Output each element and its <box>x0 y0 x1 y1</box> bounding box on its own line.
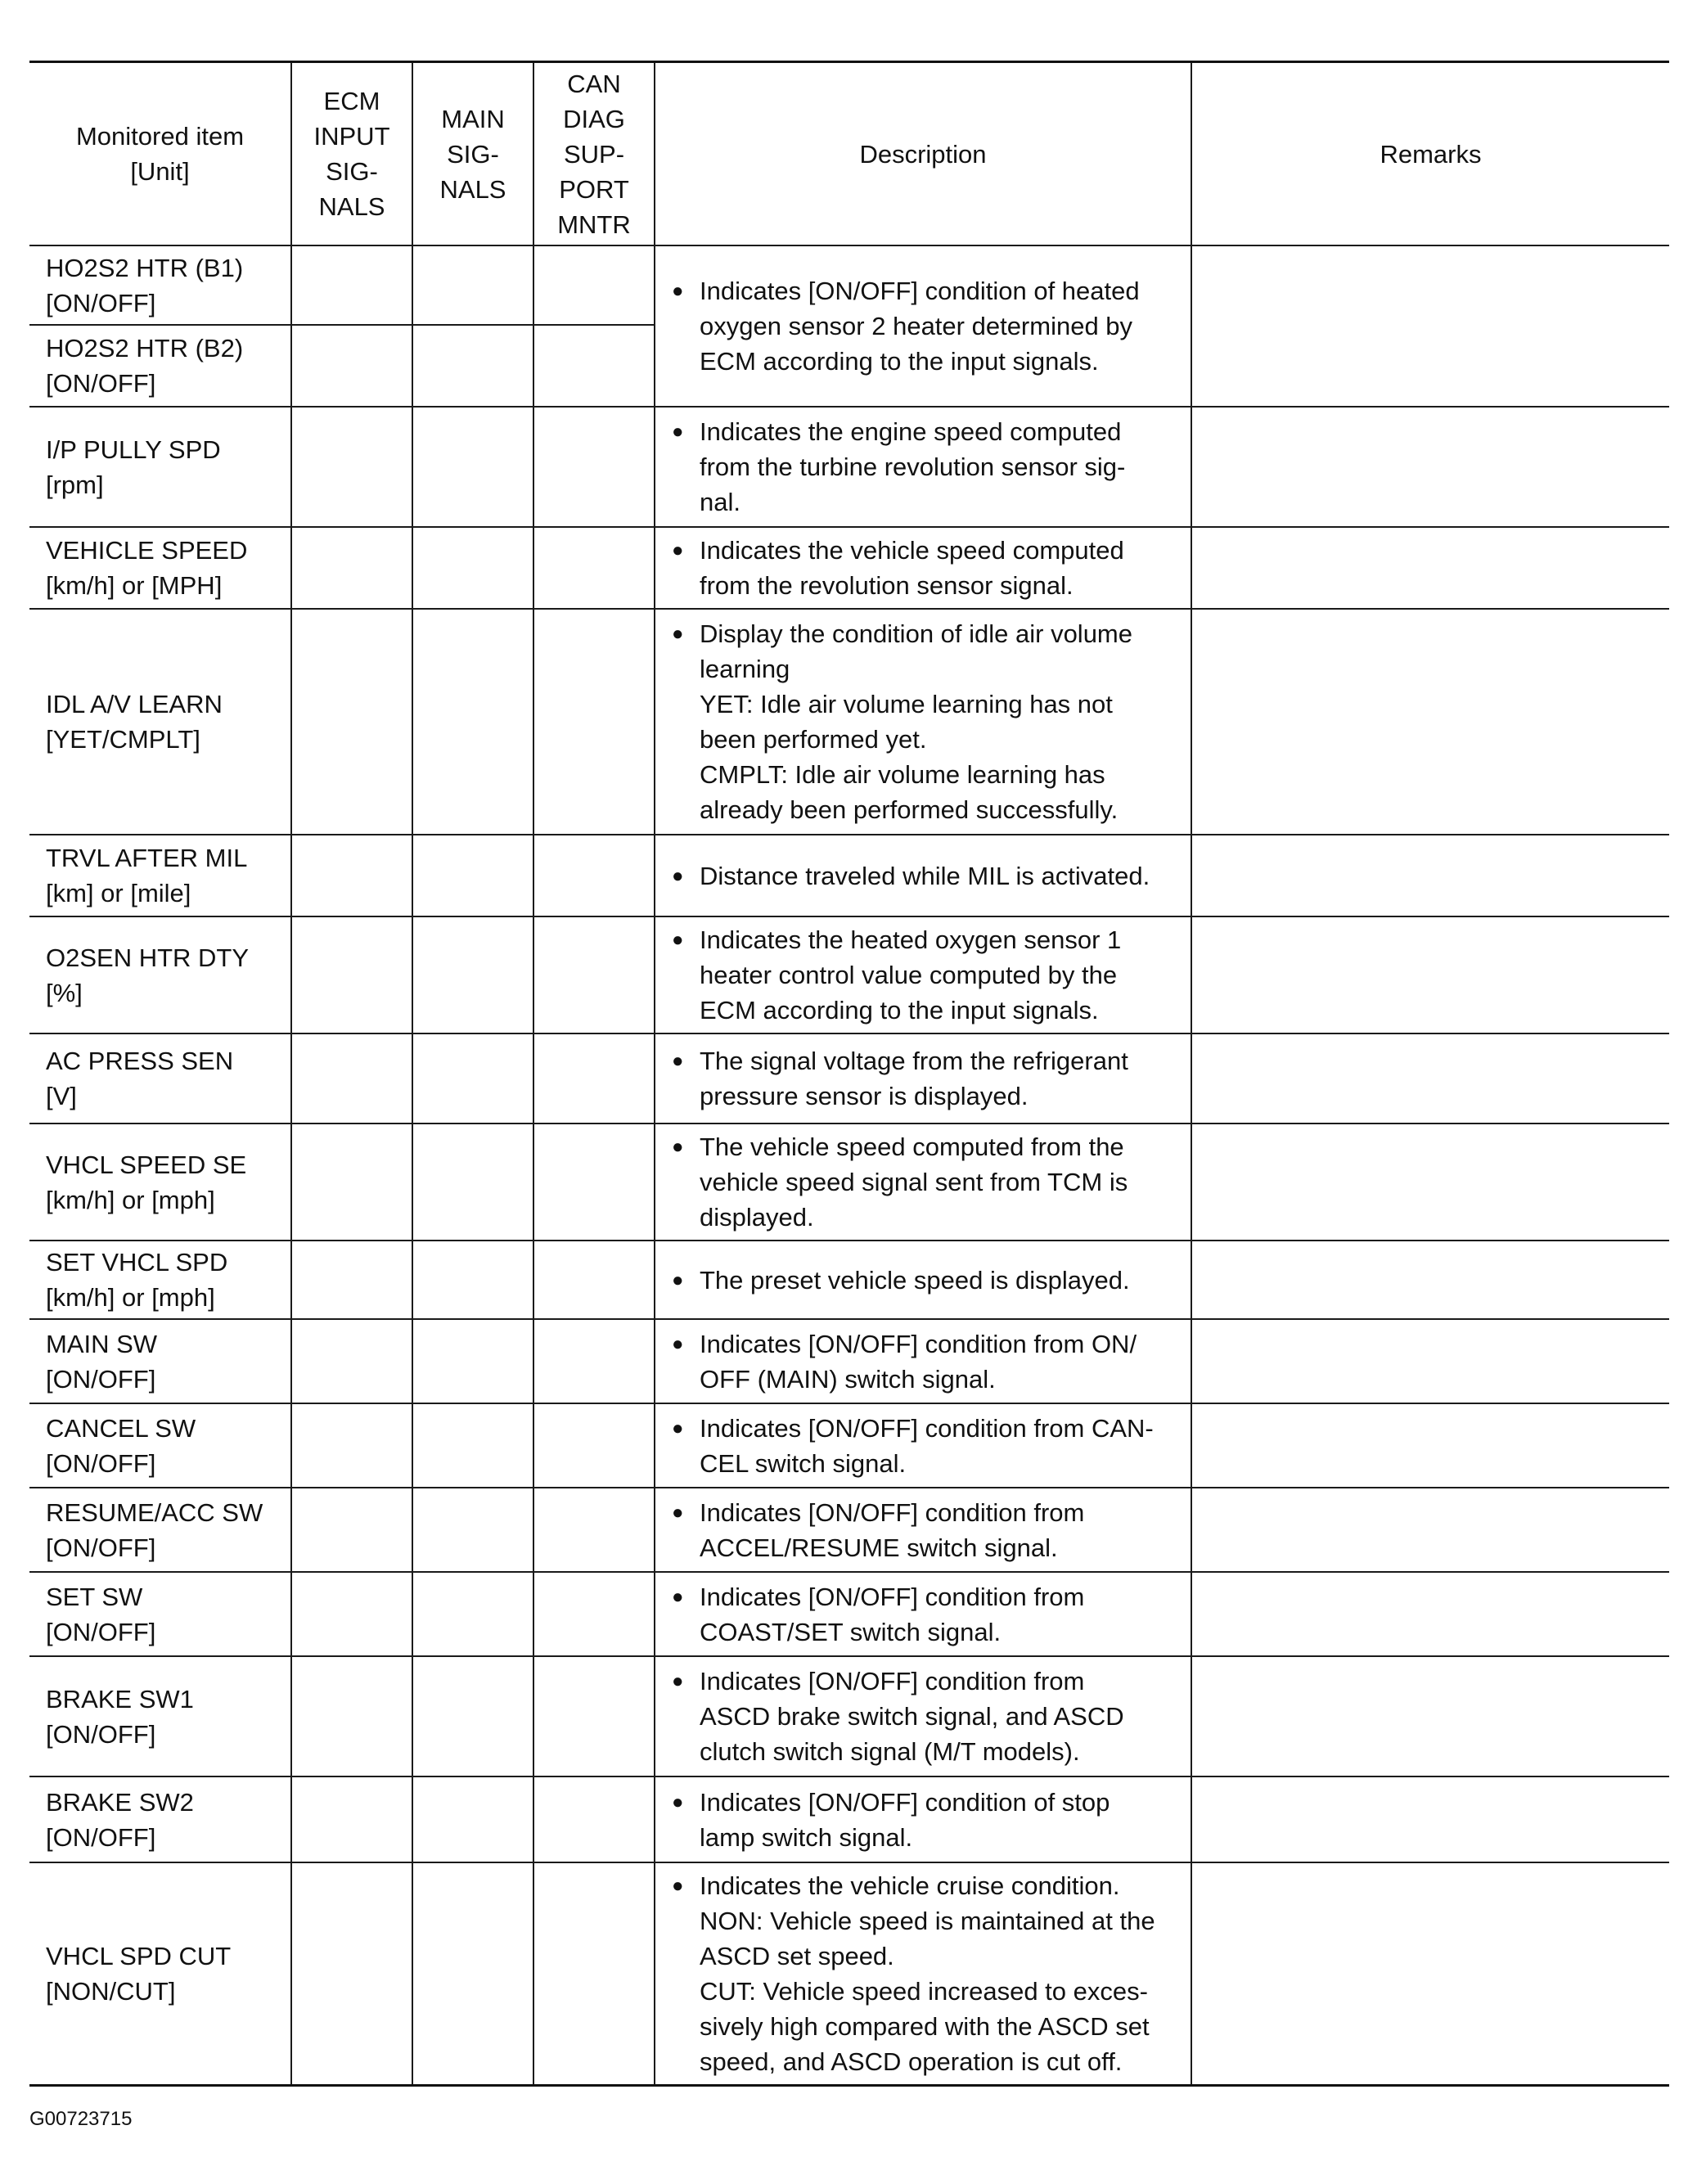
description-text <box>700 858 1182 894</box>
main-signals-cell <box>412 407 533 527</box>
figure-code: G00723715 <box>29 2108 133 2130</box>
description-bullet-item <box>672 1411 1182 1481</box>
monitored-item-text: [km/h] or [mph] <box>46 1185 215 1214</box>
can-diag-cell <box>533 1656 655 1776</box>
bullet-dot-icon: ● <box>672 1501 684 1524</box>
can-diag-cell <box>533 1241 655 1319</box>
description-cell <box>655 835 1191 916</box>
monitored-item-text: VEHICLE SPEED <box>46 536 248 565</box>
monitored-item-text: [ON/OFF] <box>46 1617 156 1646</box>
description-line: from the turbine revolution sensor sig- <box>700 453 1126 481</box>
description-line: displayed. <box>700 1203 814 1232</box>
monitored-item-text: [ON/OFF] <box>46 1719 156 1749</box>
remarks-cell <box>1191 1862 1669 2086</box>
remarks-cell <box>1191 407 1669 527</box>
monitored-item-text: HO2S2 HTR (B2) <box>46 334 244 362</box>
main-signals-cell <box>412 527 533 609</box>
remarks-cell <box>1191 1319 1669 1403</box>
can-diag-cell <box>533 1403 655 1488</box>
description-line: already been performed successfully. <box>700 795 1119 824</box>
remarks-cell <box>1191 609 1669 835</box>
monitor-item-table <box>29 61 1669 2087</box>
ecm-input-signals-cell <box>291 1862 412 2086</box>
can-diag-cell <box>533 245 655 325</box>
monitored-item-cell <box>29 527 291 609</box>
main-signals-cell <box>412 609 533 835</box>
monitored-item-cell <box>29 1319 291 1403</box>
ecm-input-signals-cell <box>291 916 412 1033</box>
bullet-dot-icon: ● <box>672 1790 684 1813</box>
monitored-item-cell <box>29 1776 291 1862</box>
description-cell <box>655 1776 1191 1862</box>
table-row <box>29 1033 1669 1124</box>
header-remarks: Remarks <box>1191 62 1669 246</box>
description-line: from the revolution sensor signal. <box>700 571 1074 600</box>
ecm-input-signals-cell <box>291 1403 412 1488</box>
monitored-item-text: VHCL SPD CUT <box>46 1942 232 1970</box>
monitored-item-text: VHCL SPEED SE <box>46 1150 247 1179</box>
description-text <box>700 1043 1182 1114</box>
description-cell <box>655 1656 1191 1776</box>
description-line: oxygen sensor 2 heater determined by <box>700 312 1133 340</box>
bullet-dot-icon: ● <box>672 1050 684 1072</box>
description-line: been performed yet. <box>700 725 927 754</box>
description-text <box>700 533 1182 603</box>
monitored-item-cell <box>29 407 291 527</box>
description-text <box>700 273 1182 379</box>
monitored-item-text: [%] <box>46 978 83 1007</box>
description-cell <box>655 1572 1191 1656</box>
description-text <box>700 1326 1182 1397</box>
description-text <box>700 1129 1182 1235</box>
ecm-input-signals-cell <box>291 407 412 527</box>
bullet-dot-icon: ● <box>672 1332 684 1355</box>
description-line: Indicates [ON/OFF] condition from CAN- <box>700 1413 1154 1443</box>
monitored-item-text: [ON/OFF] <box>46 1448 156 1478</box>
table-row <box>29 835 1669 916</box>
description-cell <box>655 1033 1191 1124</box>
description-line: Indicates the heated oxygen sensor 1 <box>700 925 1122 954</box>
ecm-input-signals-cell <box>291 609 412 835</box>
description-line: ECM according to the input signals. <box>700 996 1099 1024</box>
can-diag-cell <box>533 1862 655 2086</box>
monitored-item-text: IDL A/V LEARN <box>46 690 223 718</box>
remarks-cell <box>1191 1241 1669 1319</box>
table-row <box>29 1241 1669 1319</box>
remarks-cell <box>1191 1403 1669 1488</box>
table-body <box>29 245 1669 2086</box>
description-bullet-item <box>672 1263 1182 1298</box>
header-row <box>29 62 1669 246</box>
description-cell <box>655 527 1191 609</box>
table-row <box>29 916 1669 1033</box>
description-text <box>700 1411 1182 1481</box>
description-line: Indicates [ON/OFF] condition from ON/ <box>700 1329 1137 1358</box>
remarks-cell <box>1191 916 1669 1033</box>
header-can-diag-support-mntr: CAN DIAG SUP- PORT MNTR <box>533 62 655 246</box>
monitored-item-text: MAIN SW <box>46 1329 158 1358</box>
monitored-item-cell <box>29 1241 291 1319</box>
ecm-input-signals-cell <box>291 245 412 325</box>
can-diag-cell <box>533 1572 655 1656</box>
description-bullet-item <box>672 858 1182 894</box>
ecm-input-signals-cell <box>291 527 412 609</box>
remarks-cell <box>1191 527 1669 609</box>
description-bullet-item <box>672 922 1182 1028</box>
description-line: COAST/SET switch signal. <box>700 1617 1002 1646</box>
monitored-item-text: AC PRESS SEN <box>46 1047 234 1075</box>
monitored-item-text: TRVL AFTER MIL <box>46 844 248 872</box>
main-signals-cell <box>412 916 533 1033</box>
ecm-input-signals-cell <box>291 325 412 407</box>
remarks-cell <box>1191 1488 1669 1572</box>
description-bullet-item <box>672 1868 1182 2079</box>
monitored-item-text: [km] or [mile] <box>46 879 191 907</box>
table-row <box>29 245 1669 325</box>
monitored-item-cell <box>29 835 291 916</box>
main-signals-cell <box>412 1776 533 1862</box>
description-line: pressure sensor is displayed. <box>700 1082 1029 1110</box>
description-line: ASCD set speed. <box>700 1942 894 1970</box>
can-diag-cell <box>533 1488 655 1572</box>
monitored-item-text: [ON/OFF] <box>46 288 156 317</box>
remarks-cell <box>1191 245 1669 407</box>
description-text <box>700 1664 1182 1769</box>
description-text <box>700 1868 1182 2079</box>
description-line: Indicates [ON/OFF] condition from <box>700 1582 1085 1611</box>
description-text <box>700 1263 1182 1298</box>
monitored-item-text: [ON/OFF] <box>46 1822 156 1852</box>
description-text <box>700 1579 1182 1650</box>
table-row <box>29 1319 1669 1403</box>
can-diag-cell <box>533 1124 655 1241</box>
description-bullet-item <box>672 1664 1182 1769</box>
can-diag-cell <box>533 916 655 1033</box>
monitored-item-text: I/P PULLY SPD <box>46 435 221 464</box>
description-line: Indicates the engine speed computed <box>700 417 1122 446</box>
main-signals-cell <box>412 835 533 916</box>
monitored-item-text: [ON/OFF] <box>46 1533 156 1562</box>
monitored-item-text: BRAKE SW1 <box>46 1684 194 1713</box>
table-row <box>29 1124 1669 1241</box>
description-bullet-item <box>672 1326 1182 1397</box>
ecm-input-signals-cell <box>291 835 412 916</box>
monitored-item-text: [ON/OFF] <box>46 369 156 398</box>
description-cell <box>655 1403 1191 1488</box>
description-line: speed, and ASCD operation is cut off. <box>700 2047 1123 2076</box>
description-line: ACCEL/RESUME switch signal. <box>700 1533 1058 1562</box>
description-line: CUT: Vehicle speed increased to exces- <box>700 1977 1148 2006</box>
bullet-dot-icon: ● <box>672 1268 684 1291</box>
monitored-item-text: [V] <box>46 1082 77 1110</box>
monitored-item-text: HO2S2 HTR (B1) <box>46 253 244 282</box>
table-row <box>29 527 1669 609</box>
remarks-cell <box>1191 1656 1669 1776</box>
main-signals-cell <box>412 1124 533 1241</box>
description-line: sively high compared with the ASCD set <box>700 2012 1150 2041</box>
monitored-item-text: BRAKE SW2 <box>46 1787 194 1817</box>
can-diag-cell <box>533 609 655 835</box>
monitored-item-cell <box>29 1033 291 1124</box>
remarks-cell <box>1191 1124 1669 1241</box>
ecm-input-signals-cell <box>291 1319 412 1403</box>
main-signals-cell <box>412 245 533 325</box>
description-text <box>700 922 1182 1028</box>
description-line: Indicates [ON/OFF] condition of heated <box>700 277 1140 305</box>
description-line: Indicates the vehicle cruise condition. <box>700 1871 1120 1900</box>
description-text <box>700 1785 1182 1855</box>
monitored-item-text: [ON/OFF] <box>46 1364 156 1394</box>
ecm-input-signals-cell <box>291 1241 412 1319</box>
description-text <box>700 1495 1182 1565</box>
remarks-cell <box>1191 1572 1669 1656</box>
description-line: NON: Vehicle speed is maintained at the <box>700 1907 1155 1935</box>
monitored-item-cell <box>29 916 291 1033</box>
description-text <box>700 616 1182 827</box>
table-row <box>29 1403 1669 1488</box>
ecm-input-signals-cell <box>291 1572 412 1656</box>
monitored-item-cell <box>29 325 291 407</box>
description-text <box>700 414 1182 520</box>
ecm-input-signals-cell <box>291 1124 412 1241</box>
bullet-dot-icon: ● <box>672 280 684 302</box>
ecm-input-signals-cell <box>291 1656 412 1776</box>
header-ecm-input-signals: ECM INPUT SIG- NALS <box>291 62 412 246</box>
description-bullet-item <box>672 1495 1182 1565</box>
description-bullet-item <box>672 414 1182 520</box>
description-line: Indicates [ON/OFF] condition from <box>700 1667 1085 1695</box>
table-row <box>29 1488 1669 1572</box>
bullet-dot-icon: ● <box>672 864 684 887</box>
remarks-cell <box>1191 1776 1669 1862</box>
description-line: Indicates the vehicle speed computed <box>700 536 1124 565</box>
description-bullet-item <box>672 533 1182 603</box>
bullet-dot-icon: ● <box>672 1875 684 1897</box>
monitored-item-text: [km/h] or [MPH] <box>46 571 223 600</box>
bullet-dot-icon: ● <box>672 623 684 645</box>
header-main-signals: MAIN SIG- NALS <box>412 62 533 246</box>
description-line: ASCD brake switch signal, and ASCD <box>700 1702 1124 1731</box>
can-diag-cell <box>533 1319 655 1403</box>
description-line: The preset vehicle speed is displayed. <box>700 1265 1130 1295</box>
description-line: heater control value computed by the <box>700 961 1118 989</box>
monitored-item-cell <box>29 1572 291 1656</box>
description-cell <box>655 1319 1191 1403</box>
header-monitored-item: Monitored item [Unit] <box>29 62 291 246</box>
bullet-dot-icon: ● <box>672 929 684 951</box>
description-line: ECM according to the input signals. <box>700 347 1099 376</box>
description-line: learning <box>700 655 790 683</box>
monitored-item-text: CANCEL SW <box>46 1413 196 1443</box>
monitored-item-text: O2SEN HTR DTY <box>46 943 250 972</box>
description-cell <box>655 245 1191 407</box>
description-bullet-item <box>672 1043 1182 1114</box>
description-line: CEL switch signal. <box>700 1448 907 1478</box>
main-signals-cell <box>412 1033 533 1124</box>
bullet-dot-icon: ● <box>672 1670 684 1692</box>
main-signals-cell <box>412 1862 533 2086</box>
main-signals-cell <box>412 1572 533 1656</box>
description-bullet-item <box>672 1785 1182 1855</box>
description-line: Display the condition of idle air volume <box>700 619 1132 648</box>
description-bullet-item <box>672 616 1182 827</box>
ecm-input-signals-cell <box>291 1776 412 1862</box>
monitored-item-cell <box>29 1124 291 1241</box>
description-bullet-item <box>672 1579 1182 1650</box>
description-line: CMPLT: Idle air volume learning has <box>700 760 1105 789</box>
can-diag-cell <box>533 1776 655 1862</box>
description-line: The vehicle speed computed from the <box>700 1133 1124 1161</box>
table-row <box>29 1656 1669 1776</box>
table-row <box>29 1862 1669 2086</box>
main-signals-cell <box>412 1241 533 1319</box>
description-line: Indicates [ON/OFF] condition of stop <box>700 1787 1110 1817</box>
description-line: YET: Idle air volume learning has not <box>700 690 1113 718</box>
monitored-item-text: [NON/CUT] <box>46 1977 176 2006</box>
main-signals-cell <box>412 1319 533 1403</box>
table-row <box>29 407 1669 527</box>
can-diag-cell <box>533 1033 655 1124</box>
monitored-item-text: [rpm] <box>46 470 104 499</box>
description-line: The signal voltage from the refrigerant <box>700 1047 1128 1075</box>
header-description: Description <box>655 62 1191 246</box>
description-bullet-item <box>672 273 1182 379</box>
monitored-item-text: SET VHCL SPD <box>46 1248 228 1277</box>
table-row <box>29 1776 1669 1862</box>
main-signals-cell <box>412 1656 533 1776</box>
monitored-item-cell <box>29 1656 291 1776</box>
description-line: lamp switch signal. <box>700 1822 913 1852</box>
description-line: Indicates [ON/OFF] condition from <box>700 1497 1085 1527</box>
description-cell <box>655 1862 1191 2086</box>
ecm-input-signals-cell <box>291 1488 412 1572</box>
monitored-item-cell <box>29 1403 291 1488</box>
can-diag-cell <box>533 407 655 527</box>
description-line: clutch switch signal (M/T models). <box>700 1737 1080 1766</box>
monitored-item-text: [YET/CMPLT] <box>46 725 200 754</box>
description-line: OFF (MAIN) switch signal. <box>700 1364 996 1394</box>
can-diag-cell <box>533 527 655 609</box>
description-cell <box>655 916 1191 1033</box>
main-signals-cell <box>412 1488 533 1572</box>
bullet-dot-icon: ● <box>672 1585 684 1608</box>
description-cell <box>655 1241 1191 1319</box>
description-cell <box>655 609 1191 835</box>
monitored-item-cell <box>29 1488 291 1572</box>
description-cell <box>655 407 1191 527</box>
ecm-input-signals-cell <box>291 1033 412 1124</box>
description-line: Distance traveled while MIL is activated. <box>700 861 1150 890</box>
document-page <box>29 61 1669 2087</box>
description-cell <box>655 1124 1191 1241</box>
remarks-cell <box>1191 835 1669 916</box>
monitored-item-text: [km/h] or [mph] <box>46 1283 215 1312</box>
main-signals-cell <box>412 325 533 407</box>
monitored-item-cell <box>29 245 291 325</box>
can-diag-cell <box>533 835 655 916</box>
table-row <box>29 609 1669 835</box>
monitored-item-cell <box>29 1862 291 2086</box>
bullet-dot-icon: ● <box>672 1136 684 1158</box>
table-row <box>29 1572 1669 1656</box>
description-line: vehicle speed signal sent from TCM is <box>700 1168 1128 1196</box>
can-diag-cell <box>533 325 655 407</box>
description-bullet-item <box>672 1129 1182 1235</box>
monitored-item-text: RESUME/ACC SW <box>46 1497 263 1527</box>
monitored-item-cell <box>29 609 291 835</box>
remarks-cell <box>1191 1033 1669 1124</box>
bullet-dot-icon: ● <box>672 539 684 561</box>
bullet-dot-icon: ● <box>672 421 684 443</box>
description-line: nal. <box>700 488 740 516</box>
description-cell <box>655 1488 1191 1572</box>
monitored-item-text: SET SW <box>46 1582 143 1611</box>
bullet-dot-icon: ● <box>672 1416 684 1439</box>
main-signals-cell <box>412 1403 533 1488</box>
